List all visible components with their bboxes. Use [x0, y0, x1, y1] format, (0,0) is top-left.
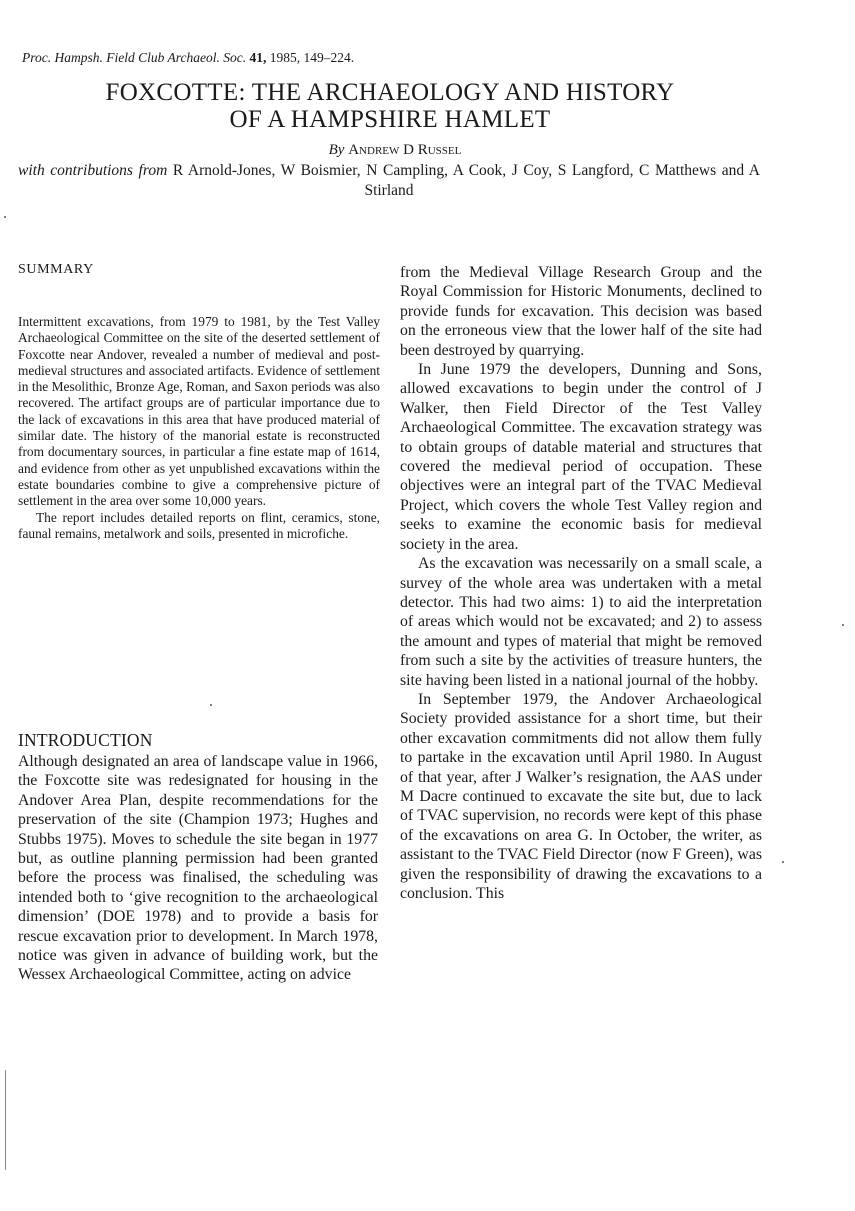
contributors [18, 161, 760, 201]
summary-text [18, 314, 380, 542]
body-paragraph: As the excavation was necessarily on a small scale, a survey of the whole area was undertaken with a metal detector. This had two aims: 1) to aid the interpretation of areas which would not be excavated; and 2) to assess the amount and types of material that might be removed from such a site by the activities of treasure hunters, the site having been listed in a national journal of the hobby. [400, 555, 762, 689]
author-name: Andrew D Russel [348, 142, 462, 158]
scan-speck [842, 624, 844, 626]
year-pages: 1985, 149–224. [269, 50, 355, 65]
scan-margin-line [5, 1070, 6, 1170]
scan-speck [4, 216, 6, 218]
title-line-1: FOXCOTTE: THE ARCHAEOLOGY AND HISTORY [105, 79, 675, 106]
contributors-prefix: with contributions from [18, 162, 168, 179]
introduction-paragraph: Although designated an area of landscape value in 1966, the Foxcotte site was redesignated for housing in the Andover Area Plan, despite recommendations for the preservation of the site (Champion 1973; Hughes and Stubbs 1975). Moves to schedule the site began in 1977 but, as outline planning permission had been granted before the process was finalised, the scheduling was intended both to ‘give recognition to the archaeological dimension’ (DOE 1978) and to provide a basis for rescue excavation prior to development. In March 1978, notice was given in advance of building work, but the Wessex Archaeological Committee, acting on advice [18, 753, 378, 984]
title-line-2: OF A HAMPSHIRE HAMLET [229, 106, 551, 133]
volume-number: 41, [249, 50, 267, 65]
journal-name: Proc. Hampsh. Field Club Archaeol. Soc. [22, 50, 247, 65]
scan-speck [782, 861, 784, 863]
byline-by: By [328, 142, 345, 158]
contributors-list: R Arnold-Jones, W Boismier, N Campling, A Cook, J Coy, S Langford, C Matthews and A Stirland [172, 162, 760, 199]
right-column [400, 263, 762, 903]
summary-paragraph: Intermittent excavations, from 1979 to 1981, by the Test Valley Archaeological Committee on the site of the deserted settlement of Foxcotte near Andover, revealed a number of medieval and post-medieval structures and associated artifacts. Evidence of settlement in the Mesolithic, Bronze Age, Roman, and Saxon periods was also recovered. The artifact groups are of particular importance due to the lack of excavations in this area that have produced material of similar date. The history of the manorial estate is reconstructed from documentary sources, in particular a fine estate map of 1614, and evidence from other as yet unpublished excavations within the estate boundaries combine to give a comprehensive picture of settlement in the area over some 10,000 years. [18, 314, 380, 509]
summary-heading: SUMMARY [18, 262, 94, 277]
article-title [0, 79, 780, 133]
scan-speck [210, 704, 212, 706]
introduction-heading: INTRODUCTION [18, 730, 153, 750]
journal-citation [22, 50, 354, 66]
body-paragraph: from the Medieval Village Research Group and the Royal Commission for Historic Monuments, declined to provide funds for excavation. This decision was based on the erroneous view that the lower half of the site had been destroyed by quarrying. [400, 264, 762, 359]
body-paragraph: In June 1979 the developers, Dunning and Sons, allowed excavations to begin under the control of J Walker, then Field Director of the Test Valley Archaeological Committee. The excavation strategy was to obtain groups of datable material and structures that covered the medieval period of occupation. These objectives were an integral part of the TVAC Medieval Project, which covers the whole Test Valley region and seeks to examine the economic basis for medieval society in the area. [400, 361, 762, 553]
body-paragraph: In September 1979, the Andover Archaeological Society provided assistance for a short time, but their other excavation commitments did not allow them fully to partake in the excavation until April 1980. In August of that year, after J Walker’s resignation, the AAS under M Dacre continued to excavate the site but, due to lack of TVAC supervision, no records were kept of this phase of the excavations on area G. In October, the writer, as assistant to the TVAC Field Director (now F Green), was given the responsibility of drawing the excavations to a conclusion. This [400, 690, 762, 902]
byline [0, 141, 790, 160]
summary-paragraph: The report includes detailed reports on flint, ceramics, stone, faunal remains, metalwork and soils, presented in microfiche. [18, 509, 380, 541]
